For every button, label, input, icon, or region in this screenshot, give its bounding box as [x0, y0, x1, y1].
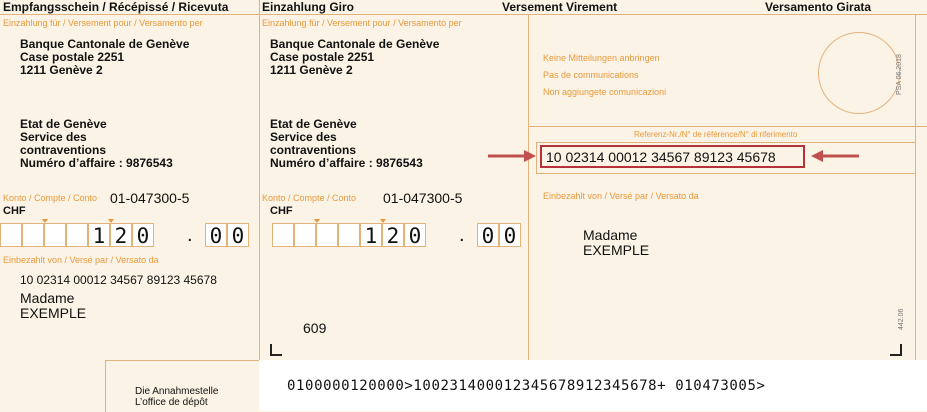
amount-digit-box	[338, 223, 360, 247]
amount-digit-box	[294, 223, 316, 247]
amount-digit-box	[66, 223, 88, 247]
scan-corner-mark	[890, 344, 902, 356]
left-pointer-arrow-icon	[486, 148, 538, 164]
receipt-beneficiary	[20, 118, 173, 170]
slip-payer	[583, 228, 649, 258]
receipt-payer-line: Madame	[20, 290, 75, 306]
receipt-reference-number: 10 02314 00012 34567 89123 45678	[20, 273, 217, 287]
header-rule	[0, 14, 927, 15]
slip-payer-line: EXEMPLE	[583, 242, 650, 258]
receipt-payer-line: EXEMPLE	[20, 305, 87, 321]
slip-beneficiary-line: Etat de Genève	[270, 117, 357, 131]
amount-cent-box: 0	[477, 223, 499, 247]
reference-label: Referenz-Nr./N° de référence/N° di riferimento	[634, 130, 798, 139]
receipt-bank-line: Case postale 2251	[20, 50, 125, 64]
amount-digit-box	[316, 223, 338, 247]
receipt-currency: CHF	[3, 205, 26, 217]
acceptance-office-line: Die Annahmestelle	[135, 386, 219, 397]
form-code-top: PSA 06.2018	[896, 54, 903, 95]
amount-digit-box	[44, 223, 66, 247]
receipt-account-number: 01-047300-5	[110, 190, 190, 206]
slip-paid-by-label: Einbezahlt von / Versé par / Versato da	[543, 191, 699, 201]
amount-digit-box: 1	[360, 223, 382, 247]
slip-beneficiary-line: Numéro d’affaire : 9876543	[270, 156, 423, 170]
amount-decimal-point: .	[187, 224, 193, 246]
amount-digit-box	[272, 223, 294, 247]
receipt-title: Empfangsschein / Récépissé / Ricevuta	[3, 0, 229, 14]
amount-digit-box: 0	[404, 223, 426, 247]
no-messages-line: Keine Mitteilungen anbringen	[543, 53, 660, 63]
receipt-paid-by-label: Einbezahlt von / Versé par / Versato da	[3, 255, 159, 265]
form-code-bottom: 442.06	[898, 308, 905, 330]
thousands-tick-mark	[314, 219, 320, 223]
no-messages-line: Pas de communications	[543, 70, 639, 80]
no-messages-notice	[543, 50, 666, 101]
section-divider	[259, 0, 260, 360]
amount-digit-box: 0	[132, 223, 154, 247]
thousands-tick-mark	[42, 219, 48, 223]
slip-bank-line: Banque Cantonale de Genève	[270, 37, 440, 51]
amount-digit-box	[0, 223, 22, 247]
no-messages-line: Non aggiungete comunicazioni	[543, 87, 667, 97]
receipt-bank-address	[20, 38, 189, 77]
amount-cent-box: 0	[227, 223, 249, 247]
slip-currency: CHF	[270, 205, 293, 217]
slip-reference-number: 10 02314 00012 34567 89123 45678	[546, 149, 776, 165]
acceptance-office-box	[105, 360, 260, 412]
slip-payable-to-label: Einzahlung für / Versement pour / Versamento per	[262, 18, 462, 28]
thousands-tick-mark	[380, 219, 386, 223]
receipt-beneficiary-line: contraventions	[20, 143, 107, 157]
receipt-beneficiary-line: Etat de Genève	[20, 117, 107, 131]
receipt-beneficiary-line: Numéro d’affaire : 9876543	[20, 156, 173, 170]
slip-account-number: 01-047300-5	[383, 190, 463, 206]
slip-beneficiary-line: contraventions	[270, 143, 357, 157]
scan-corner-mark	[270, 344, 282, 356]
slip-code-number: 609	[303, 320, 327, 336]
receipt-bank-line: 1211 Genève 2	[20, 63, 103, 77]
slip-bank-line: Case postale 2251	[270, 50, 375, 64]
amount-digit-box	[22, 223, 44, 247]
coding-line: 0100000120000>100231400012345678912345678+ 010473005>	[287, 378, 766, 394]
receipt-payer	[20, 291, 86, 321]
receipt-beneficiary-line: Service des	[20, 130, 87, 144]
slip-payer-line: Madame	[583, 227, 638, 243]
slip-title-fr: Versement Virement	[502, 0, 618, 14]
post-office-stamp-circle	[818, 32, 900, 114]
thousands-tick-mark	[108, 219, 114, 223]
slip-bank-address	[270, 38, 439, 77]
right-border	[915, 14, 916, 360]
receipt-bank-line: Banque Cantonale de Genève	[20, 37, 190, 51]
right-pointer-arrow-icon	[809, 148, 861, 164]
reference-rule	[528, 126, 927, 127]
amount-decimal-point: .	[459, 224, 465, 246]
amount-cent-box: 0	[205, 223, 227, 247]
slip-title-de: Einzahlung Giro	[262, 0, 354, 14]
slip-beneficiary-line: Service des	[270, 130, 337, 144]
amount-digit-box: 1	[88, 223, 110, 247]
slip-beneficiary	[270, 118, 423, 170]
amount-digit-box: 2	[110, 223, 132, 247]
acceptance-office-line: L’office de dépôt	[135, 397, 208, 408]
slip-bank-line: 1211 Genève 2	[270, 63, 353, 77]
amount-cent-box: 0	[499, 223, 521, 247]
column-divider	[528, 14, 529, 360]
slip-title-it: Versamento Girata	[765, 0, 872, 14]
receipt-account-label: Konto / Compte / Conto	[3, 193, 98, 203]
amount-digit-box: 2	[382, 223, 404, 247]
receipt-payable-to-label: Einzahlung für / Versement pour / Versamento per	[3, 18, 203, 28]
slip-account-label: Konto / Compte / Conto	[262, 193, 357, 203]
